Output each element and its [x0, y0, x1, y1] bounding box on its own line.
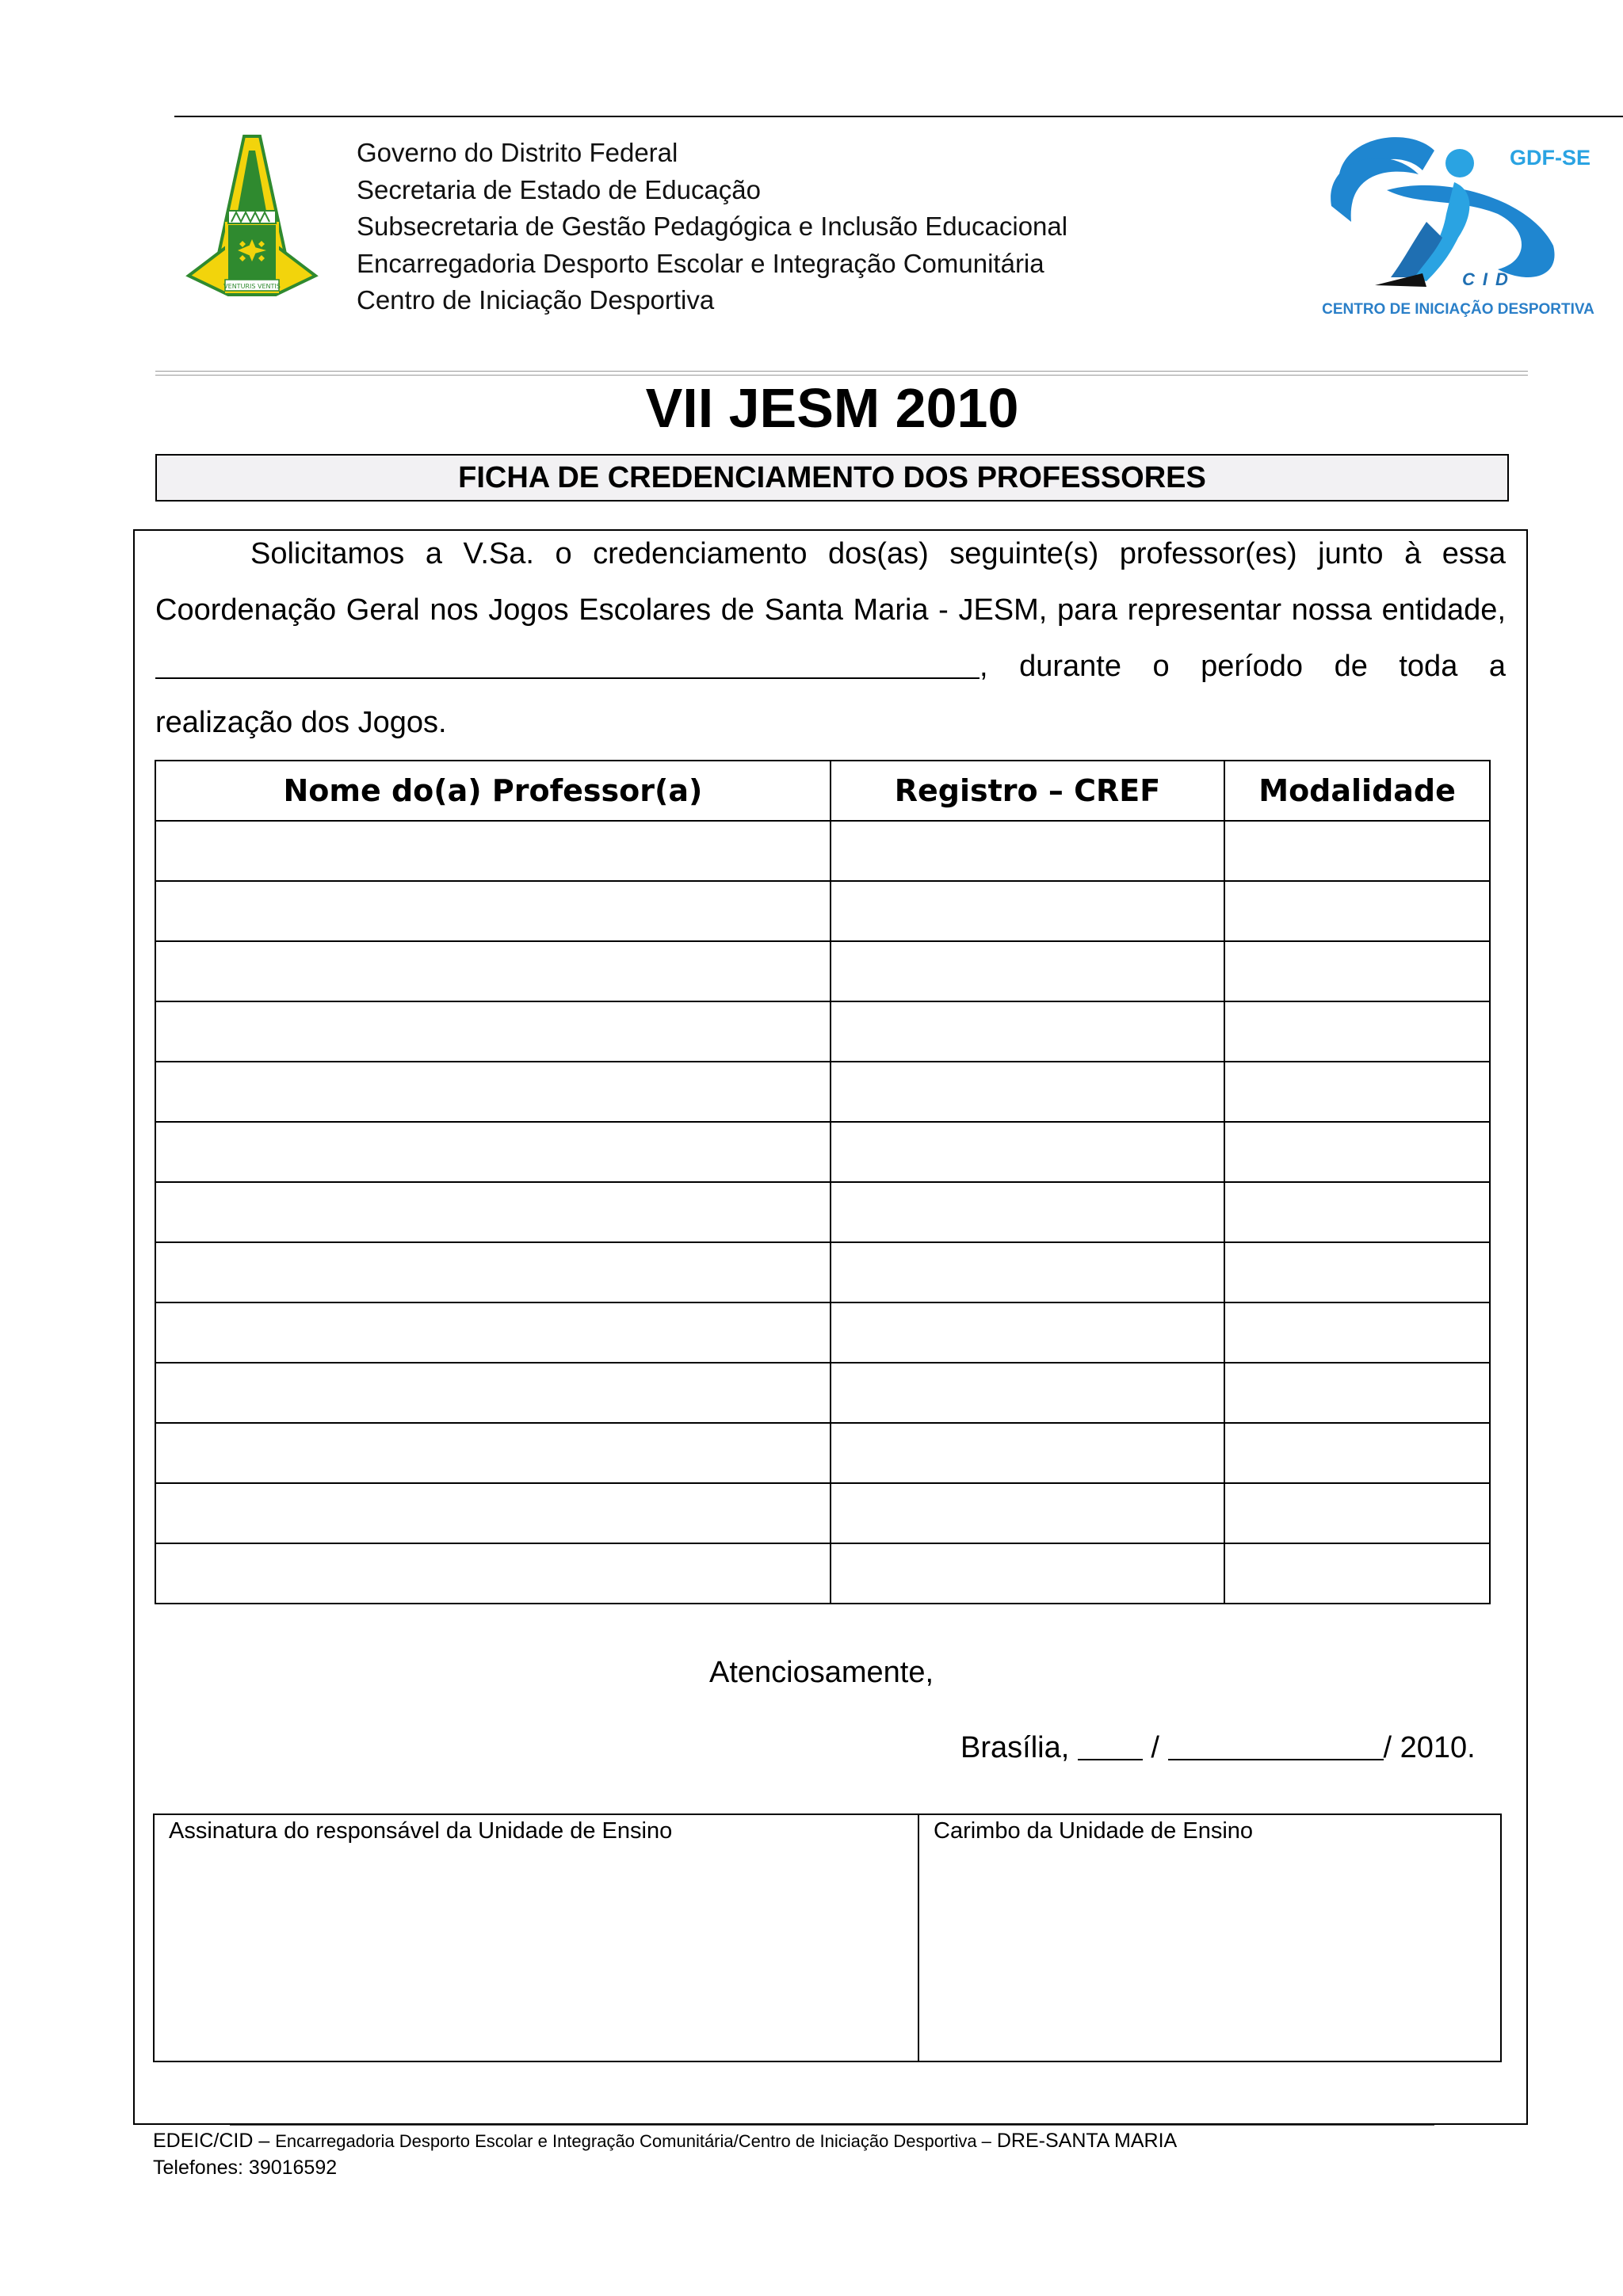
- footer-rule: [230, 2125, 1434, 2126]
- table-row: [155, 1302, 1490, 1363]
- table-row: [155, 821, 1490, 881]
- cref-cell[interactable]: [831, 821, 1224, 881]
- date-year: / 2010.: [1383, 1731, 1476, 1764]
- cid-logo-tag: GDF-SE: [1510, 146, 1591, 170]
- cid-logo-letters: CID: [1462, 269, 1516, 289]
- header-line: Subsecretaria de Gestão Pedagógica e Inclusão Educacional: [357, 212, 1068, 241]
- name-cell[interactable]: [155, 1363, 831, 1423]
- header-line: Secretaria de Estado de Educação: [357, 174, 762, 204]
- gdf-coat-of-arms: [181, 135, 323, 317]
- table-row: [155, 1363, 1490, 1423]
- modality-cell[interactable]: [1224, 1363, 1490, 1423]
- cref-cell[interactable]: [831, 1363, 1224, 1423]
- modality-cell[interactable]: [1224, 1302, 1490, 1363]
- cref-cell[interactable]: [831, 1001, 1224, 1062]
- table-row: [155, 1242, 1490, 1302]
- footer-description: Encarregadoria Desporto Escolar e Integração Comunitária/Centro de Iniciação Desportiva –: [275, 2131, 991, 2151]
- paragraph-text-end: , durante o período de toda a realização dos Jogos.: [155, 650, 1506, 739]
- name-cell[interactable]: [155, 941, 831, 1001]
- modality-cell[interactable]: [1224, 821, 1490, 881]
- modality-cell[interactable]: [1224, 1001, 1490, 1062]
- table-row: [155, 1122, 1490, 1182]
- cref-cell[interactable]: [831, 1062, 1224, 1122]
- name-cell[interactable]: [155, 1423, 831, 1483]
- header-institution-lines: [357, 135, 1067, 319]
- stamp-field[interactable]: [919, 1815, 1500, 2061]
- signature-field[interactable]: [155, 1815, 919, 2061]
- cref-cell[interactable]: [831, 941, 1224, 1001]
- cref-cell[interactable]: [831, 1483, 1224, 1543]
- teachers-table: [155, 760, 1491, 1604]
- entity-name-blank[interactable]: [155, 649, 980, 679]
- name-cell[interactable]: [155, 1483, 831, 1543]
- request-paragraph: [155, 526, 1506, 751]
- paragraph-text-start: Solicitamos a V.Sa. o credenciamento dos(as) seguinte(s) professor(es) junto à essa Coordenação Geral nos Jogos Escolares de Santa Maria - JESM, para representar nossa entidade,: [155, 537, 1506, 627]
- date-day-blank[interactable]: [1078, 1732, 1143, 1760]
- footer-line: [153, 2130, 1177, 2153]
- modality-cell[interactable]: [1224, 1483, 1490, 1543]
- table-row: [155, 1543, 1490, 1604]
- modality-cell[interactable]: [1224, 1122, 1490, 1182]
- modality-cell[interactable]: [1224, 881, 1490, 941]
- form-subtitle: FICHA DE CREDENCIAMENTO DOS PROFESSORES: [155, 454, 1509, 502]
- signature-box: [153, 1814, 1502, 2062]
- modality-cell[interactable]: [1224, 1423, 1490, 1483]
- table-header-row: [155, 761, 1490, 821]
- table-row: [155, 941, 1490, 1001]
- header-line: Encarregadoria Desporto Escolar e Integração Comunitária: [357, 248, 1044, 278]
- crest-motto: VENTURIS VENTIS: [223, 283, 281, 290]
- name-cell[interactable]: [155, 1122, 831, 1182]
- table-row: [155, 1182, 1490, 1242]
- stamp-label: Carimbo da Unidade de Ensino: [934, 1818, 1254, 1844]
- page-title: VII JESM 2010: [645, 377, 1019, 439]
- table-row: [155, 1001, 1490, 1062]
- footer-region: DRE-SANTA MARIA: [996, 2130, 1178, 2152]
- table-row: [155, 1423, 1490, 1483]
- name-cell[interactable]: [155, 821, 831, 881]
- column-header-cref: Registro – CREF: [831, 761, 1224, 821]
- table-row: [155, 1483, 1490, 1543]
- date-line: [960, 1731, 1476, 1765]
- date-month-blank[interactable]: [1168, 1732, 1384, 1760]
- name-cell[interactable]: [155, 881, 831, 941]
- cref-cell[interactable]: [831, 1122, 1224, 1182]
- name-cell[interactable]: [155, 1182, 831, 1242]
- name-cell[interactable]: [155, 1242, 831, 1302]
- name-cell[interactable]: [155, 1302, 831, 1363]
- cid-logo-caption: CENTRO DE INICIAÇÃO DESPORTIVA: [1322, 301, 1594, 318]
- cref-cell[interactable]: [831, 1302, 1224, 1363]
- date-city: Brasília,: [960, 1731, 1070, 1764]
- column-header-name: Nome do(a) Professor(a): [155, 761, 831, 821]
- header-line: Centro de Iniciação Desportiva: [357, 285, 715, 315]
- table-row: [155, 881, 1490, 941]
- name-cell[interactable]: [155, 1062, 831, 1122]
- modality-cell[interactable]: [1224, 1182, 1490, 1242]
- column-header-modality: Modalidade: [1224, 761, 1490, 821]
- cref-cell[interactable]: [831, 1423, 1224, 1483]
- modality-cell[interactable]: [1224, 941, 1490, 1001]
- signature-label: Assinatura do responsável da Unidade de Ensino: [169, 1818, 673, 1844]
- top-rule: [174, 116, 1623, 117]
- name-cell[interactable]: [155, 1001, 831, 1062]
- cref-cell[interactable]: [831, 881, 1224, 941]
- modality-cell[interactable]: [1224, 1062, 1490, 1122]
- header-line: Governo do Distrito Federal: [357, 138, 678, 167]
- table-row: [155, 1062, 1490, 1122]
- cref-cell[interactable]: [831, 1543, 1224, 1604]
- footer-code: EDEIC/CID –: [153, 2130, 270, 2152]
- name-cell[interactable]: [155, 1543, 831, 1604]
- footer-phones: Telefones: 39016592: [153, 2157, 338, 2179]
- cref-cell[interactable]: [831, 1242, 1224, 1302]
- cref-cell[interactable]: [831, 1182, 1224, 1242]
- modality-cell[interactable]: [1224, 1543, 1490, 1604]
- date-separator: /: [1151, 1731, 1159, 1764]
- modality-cell[interactable]: [1224, 1242, 1490, 1302]
- closing-text: Atenciosamente,: [709, 1656, 934, 1689]
